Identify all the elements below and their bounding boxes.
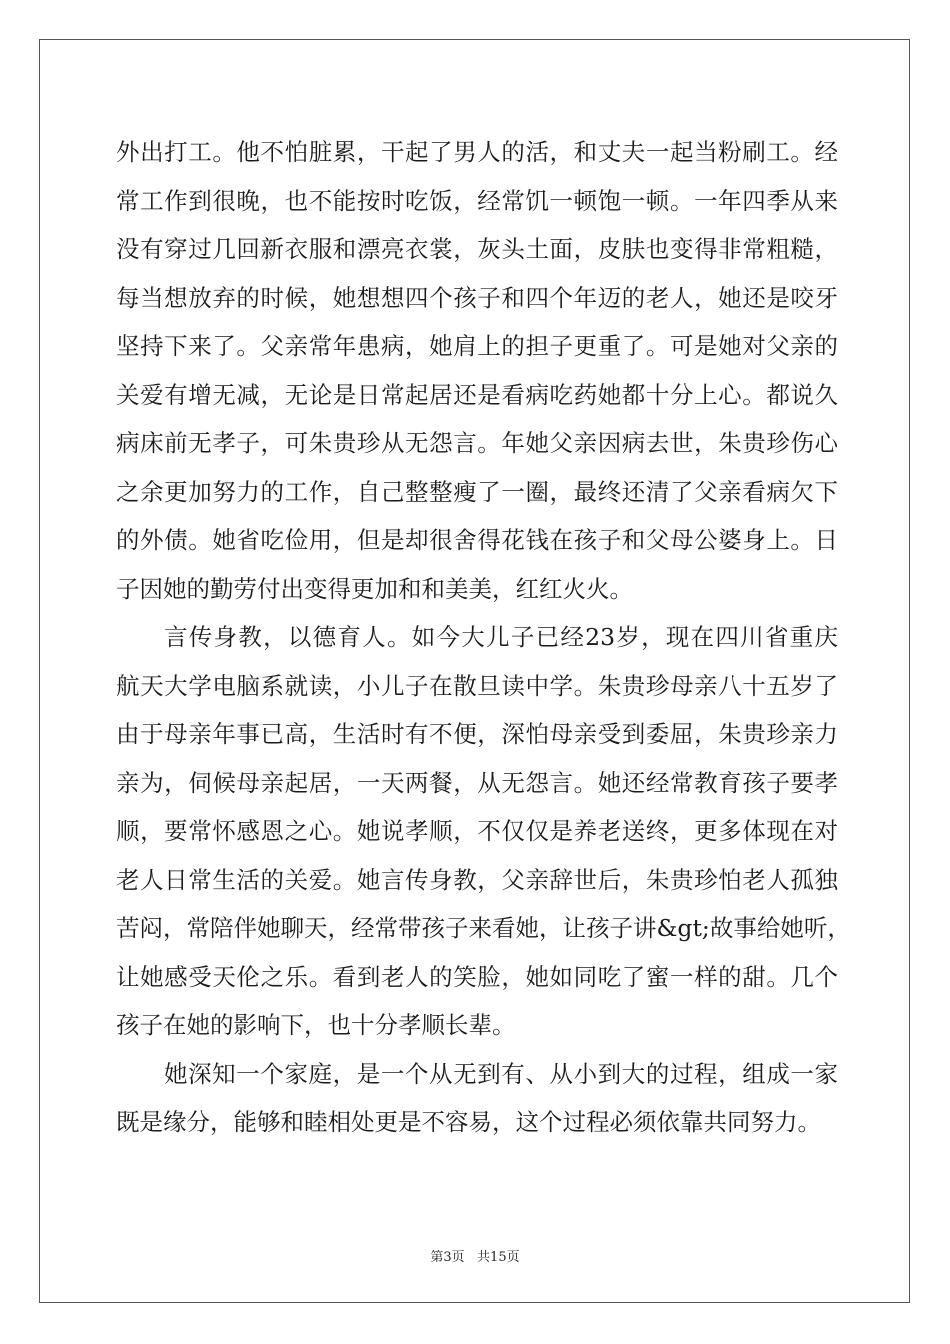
text-line: 她深知一个家庭，是一个从无到有、从小到大的过程，组成一家 [164,1059,838,1088]
text-line: 孩子在她的影响下，也十分孝顺长辈。 [116,1011,516,1039]
text-line: 既是缘分，能够和睦相处更是不容易，这个过程必须依靠共同努力。 [116,1108,821,1136]
text-line: 的外债。她省吃俭用，但是却很舍得花钱在孩子和父母公婆身上。日 [116,526,838,554]
text-line: 子因她的勤劳付出变得更加和和美美，红红火火。 [116,574,633,603]
text-line: 每当想放弃的时候，她想想四个孩子和四个年迈的老人，她还是咬牙 [116,283,838,312]
document-body [116,128,851,1147]
text-line: 病床前无孝子，可朱贵珍从无怨言。年她父亲因病去世，朱贵珍伤心 [116,429,838,457]
text-line: 苦闷，常陪伴她聊天，经常带孩子来看她，让孩子讲&gt;故事给她听， [116,914,851,942]
text-line: 顺，要常怀感恩之心。她说孝顺，不仅仅是养老送终，更多体现在对 [116,817,838,845]
text-line: 由于母亲年事已高，生活时有不便，深怕母亲受到委屈，朱贵珍亲力 [116,720,838,748]
text-line: 没有穿过几回新衣服和漂亮衣裳，灰头土面，皮肤也变得非常粗糙， [116,235,838,263]
page-number-footer: 第3页 共15页 [430,1250,520,1265]
text-line: 坚持下来了。父亲常年患病，她肩上的担子更重了。可是她对父亲的 [116,332,838,360]
text-line: 之余更加努力的工作，自己整整瘦了一圈，最终还清了父亲看病欠下 [116,477,838,506]
text-line: 老人日常生活的关爱。她言传身教，父亲辞世后，朱贵珍怕老人孤独 [116,865,838,894]
text-line: 言传身教，以德育人。如今大儿子已经23岁，现在四川省重庆 [164,623,838,651]
text-line: 亲为，伺候母亲起居，一天两餐，从无怨言。她还经常教育孩子要孝 [116,768,838,797]
text-line: 常工作到很晚，也不能按时吃饭，经常饥一顿饱一顿。一年四季从来 [116,186,838,215]
text-line: 关爱有增无减，无论是日常起居还是看病吃药她都十分上心。都说久 [116,380,838,409]
text-line: 外出打工。他不怕脏累，干起了男人的活，和丈夫一起当粉刷工。经 [116,138,838,166]
text-line: 航天大学电脑系就读，小儿子在散旦读中学。朱贵珍母亲八十五岁了 [116,671,838,700]
text-line: 让她感受天伦之乐。看到老人的笑脸，她如同吃了蜜一样的甜。几个 [116,962,838,991]
